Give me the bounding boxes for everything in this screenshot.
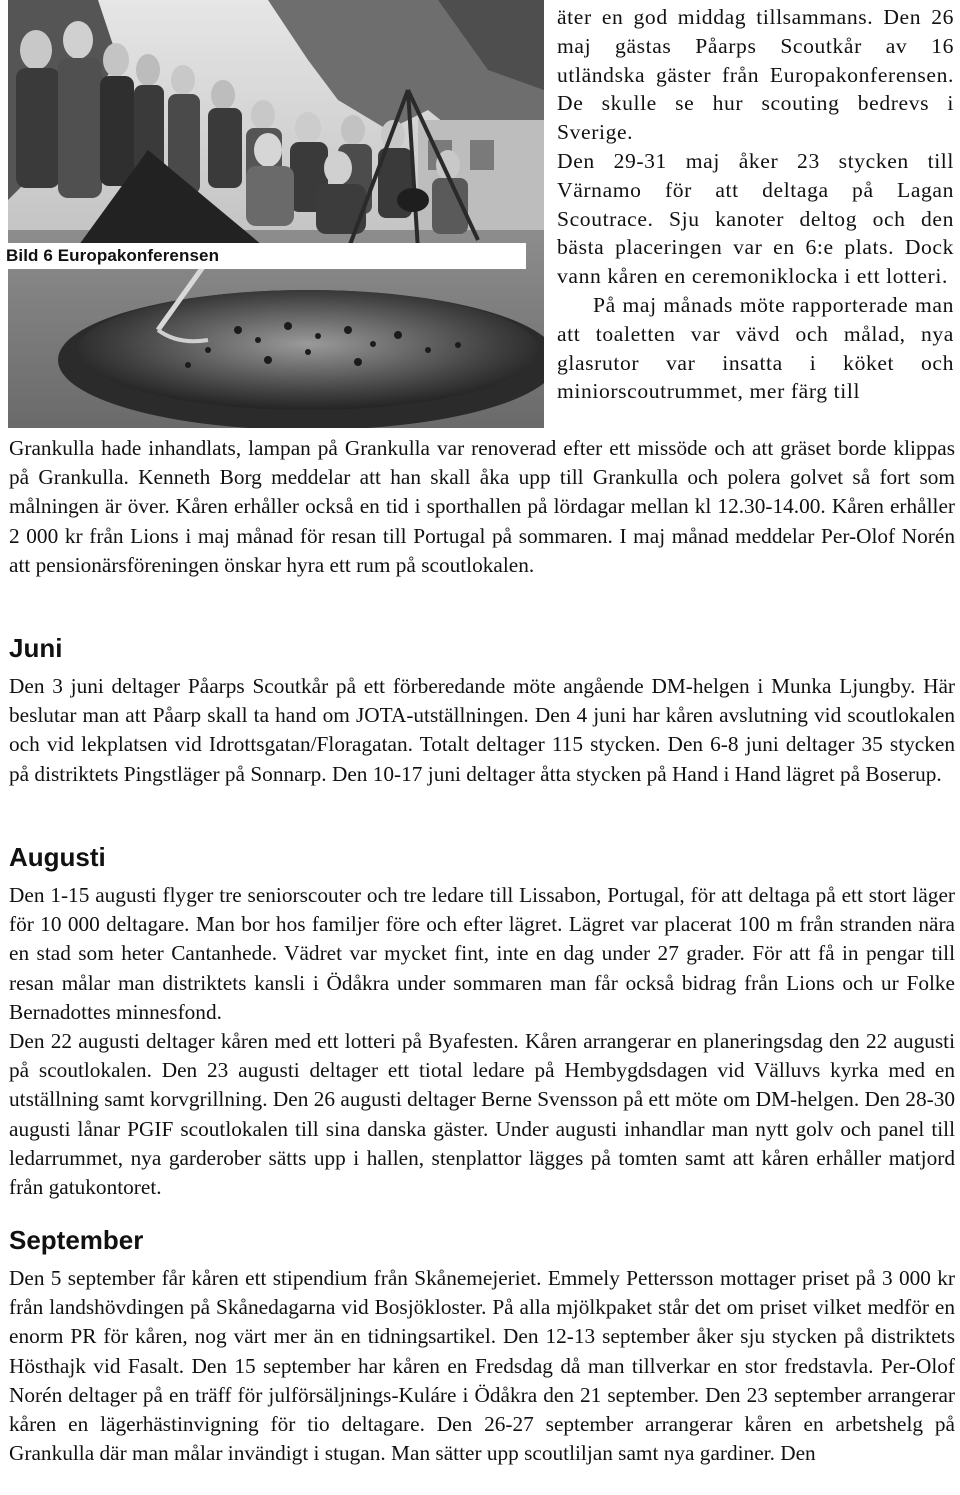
may-meeting-paragraph-rest — [9, 434, 955, 580]
side-paragraph: Den 29-31 maj åker 23 stycken till Värnamo för att deltaga på Lagan Scoutrace. Sju kanoter deltog och den bästa placeringen var en 6:e plats. Dock vann kåren en ceremoniklocka i ett lotteri. — [557, 148, 954, 289]
group-photo-image — [8, 0, 544, 428]
paragraph: Grankulla hade inhandlats, lampan på Grankulla var renoverad efter ett missöde och att gräset borde klippas på Grankulla. Kenneth Borg meddelar att han skall åka upp till Grankulla och polera golvet så fort som målningen är över. Kåren erhåller också en tid i sporthallen på lördagar mellan kl 12.30-14.00. Kåren erhåller 2 000 kr från Lions i maj månad för resan till Portugal på sommaren. I maj månad meddelar Per-Olof Norén att pensionärsföreningen önskar hyra ett rum på scoutlokalen. — [9, 436, 955, 577]
section-heading-juni: Juni — [9, 633, 63, 663]
photo-caption: Bild 6 Europakonferensen — [0, 243, 526, 269]
section-body-september — [9, 1264, 955, 1468]
paragraph: Den 22 augusti deltager kåren med ett lotteri på Byafesten. Kåren arrangerar en planeringsdag den 22 augusti på scoutlokalen. Den 23 augusti deltager ett tiotal ledare på Hembygdsdagen vid Välluvs kyrka med en utställning samt korvgrillning. Den 26 augusti deltager Berne Svensson på ett möte om DM-helgen. Den 28-30 augusti lånar PGIF scoutlokalen till sina danska gäster. Under augusti inhandlar man nytt golv och panel till ledarrummet, nya garderober sätts upp i hallen, stenplattor lägges på tomten samt att kåren erhåller matjord från gatukontoret. — [9, 1029, 955, 1200]
section-heading-september: September — [9, 1225, 144, 1255]
section-body-augusti — [9, 881, 955, 1202]
paragraph: Den 5 september får kåren ett stipendium från Skånemejeriet. Emmely Pettersson mottager priset på 3 000 kr från landshövdingen på Skånedagarna vid Bosjökloster. På alla mjölkpaket står det om priset vilket medför en enorm PR för kåren, nog värt mer än en tidningsartikel. Den 12-13 september åker sju stycken på distriktets Hösthajk vid Fasalt. Den 15 september har kåren en Fredsdag då man tillverkar en stor fredstavla. Per-Olof Norén deltager på en träff för julförsäljnings-Kuláre i Ödåkra den 21 september. Den 23 september arrangerar kåren en lägerhästinvigning för tio deltagare. Den 26-27 september arrangerar kåren en arbetshelg på Grankulla där man målar invändigt i stugan. Man sätter upp scoutliljan samt nya gardiner. Den — [9, 1266, 955, 1466]
paragraph: Den 3 juni deltager Påarps Scoutkår på ett förberedande möte angående DM-helgen i Munka Ljungby. Här beslutar man att Påarp skall ta hand om JOTA-utställningen. Den 4 juni har kåren avslutning vid scoutlokalen och vid lekplatsen vid Idrottsgatan/Floragatan. Totalt deltager 115 stycken. Den 6-8 juni deltager 35 stycken på distriktets Pingstläger på Sonnarp. Den 10-17 juni deltager åtta stycken på Hand i Hand lägret på Boserup. — [9, 674, 955, 786]
group-photo — [8, 0, 544, 428]
paragraph: Den 1-15 augusti flyger tre seniorscouter och tre ledare till Lissabon, Portugal, för att deltaga på ett stort läger för 10 000 deltagare. Man bor hos familjer före och efter lägret. Lägret var placerat 100 m från stranden nära en stad som heter Cantanhede. Vädret var mycket fint, inte en dag under 27 grader. För att få in pengar till resan målar man distriktets kansli i Ödåkra under sommaren man får också bidrag från Lions och ur Folke Bernadottes minnesfond. — [9, 883, 955, 1024]
may-meeting-paragraph-start: På maj månads möte rapporterade man att toaletten var vävd och målad, nya glasrutor var insatta i köket och miniorscoutrummet, mer färg till — [557, 292, 954, 404]
side-paragraph: äter en god middag tillsammans. Den 26 maj gästas Påarps Scoutkår av 16 utländska gäster från Europakonferensen. De skulle se hur scouting bedrevs i Sverige. — [557, 5, 954, 145]
section-body-juni — [9, 672, 955, 789]
section-heading-augusti: Augusti — [9, 842, 106, 872]
side-column — [557, 3, 954, 406]
